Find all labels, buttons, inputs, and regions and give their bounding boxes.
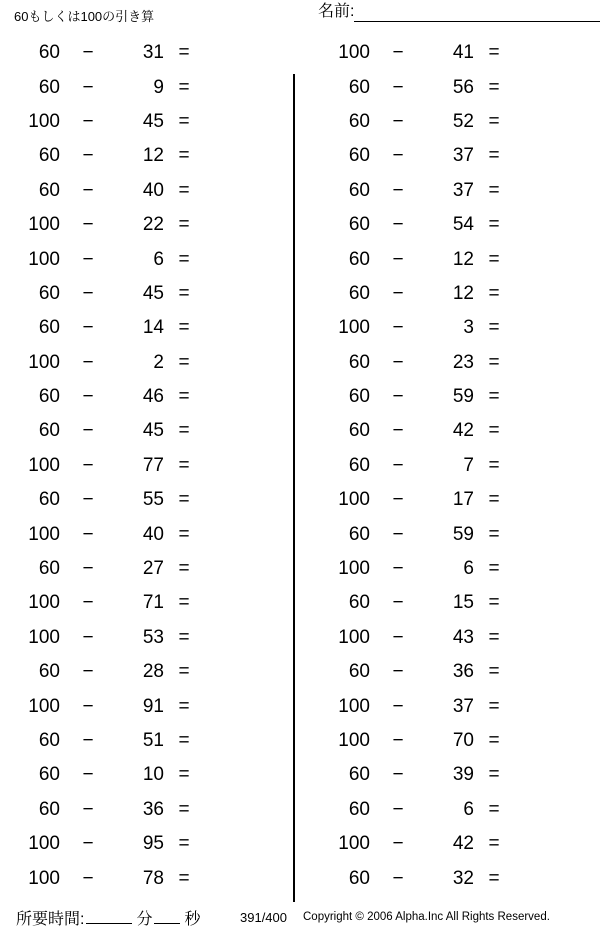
operand-1: 100: [338, 695, 370, 717]
minus-operator: −: [392, 798, 404, 820]
operand-1: 60: [38, 42, 60, 64]
minus-operator: −: [82, 282, 94, 304]
worksheet-header: [0, 0, 600, 34]
problem-row: [314, 208, 600, 242]
minus-operator: −: [392, 351, 404, 373]
minus-operator: −: [392, 420, 404, 442]
operand-2: 12: [452, 248, 474, 270]
name-input-line[interactable]: [354, 3, 600, 22]
minus-operator: −: [82, 592, 94, 614]
operand-2: 59: [452, 386, 474, 408]
problem-row: [4, 346, 290, 380]
minus-operator: −: [82, 248, 94, 270]
problem-row: [314, 552, 600, 586]
minus-operator: −: [82, 695, 94, 717]
minus-operator: −: [392, 76, 404, 98]
problem-row: [314, 277, 600, 311]
operand-2: 6: [463, 798, 474, 820]
equals-sign: =: [488, 558, 500, 580]
equals-sign: =: [488, 179, 500, 201]
operand-1: 100: [28, 351, 60, 373]
operand-2: 41: [452, 42, 474, 64]
minus-operator: −: [82, 42, 94, 64]
operand-1: 60: [348, 76, 370, 98]
problem-row: [314, 655, 600, 689]
minus-operator: −: [82, 179, 94, 201]
operand-2: 43: [452, 626, 474, 648]
operand-2: 40: [142, 523, 164, 545]
problem-row: [4, 311, 290, 345]
equals-sign: =: [178, 798, 190, 820]
equals-sign: =: [488, 42, 500, 64]
equals-sign: =: [488, 145, 500, 167]
operand-2: 27: [142, 558, 164, 580]
minus-operator: −: [82, 489, 94, 511]
operand-1: 60: [348, 592, 370, 614]
operand-1: 100: [28, 626, 60, 648]
minus-operator: −: [392, 661, 404, 683]
minus-operator: −: [392, 214, 404, 236]
minus-operator: −: [392, 764, 404, 786]
equals-sign: =: [488, 730, 500, 751]
minus-operator: −: [82, 661, 94, 683]
operand-2: 54: [452, 214, 474, 236]
problem-row: [4, 621, 290, 655]
operand-1: 60: [348, 420, 370, 442]
name-field-area: [318, 2, 600, 22]
operand-2: 10: [142, 764, 164, 786]
operand-1: 60: [348, 386, 370, 408]
operand-2: 12: [452, 282, 474, 304]
minus-operator: −: [392, 179, 404, 201]
operand-1: 60: [38, 764, 60, 786]
minus-operator: −: [82, 351, 94, 373]
operand-2: 17: [452, 489, 474, 511]
operand-2: 56: [452, 76, 474, 98]
operand-1: 60: [38, 317, 60, 339]
minus-operator: −: [392, 110, 404, 132]
operand-2: 6: [463, 558, 474, 580]
equals-sign: =: [178, 420, 190, 442]
operand-1: 60: [348, 764, 370, 786]
operand-2: 39: [452, 764, 474, 786]
equals-sign: =: [178, 248, 190, 270]
problem-row: [314, 380, 600, 414]
operand-1: 60: [348, 110, 370, 132]
operand-1: 60: [348, 145, 370, 167]
operand-2: 59: [452, 523, 474, 545]
problem-row: [314, 311, 600, 345]
operand-2: 37: [452, 179, 474, 201]
operand-1: 60: [38, 76, 60, 98]
seconds-unit-label: 秒: [184, 911, 201, 928]
operand-1: 60: [348, 661, 370, 683]
problem-row: [314, 105, 600, 139]
operand-2: 23: [452, 351, 474, 373]
seconds-input-line[interactable]: [154, 906, 180, 924]
problem-row: [4, 552, 290, 586]
name-label: 名前:: [318, 3, 355, 20]
minus-operator: −: [392, 695, 404, 717]
problem-row: [4, 105, 290, 139]
equals-sign: =: [488, 386, 500, 408]
operand-1: 100: [28, 110, 60, 132]
operand-1: 60: [348, 179, 370, 201]
problem-row: [4, 174, 290, 208]
operand-2: 36: [452, 661, 474, 683]
operand-1: 60: [348, 867, 370, 889]
equals-sign: =: [488, 214, 500, 236]
operand-1: 60: [38, 489, 60, 511]
operand-1: 60: [348, 282, 370, 304]
operand-1: 60: [38, 145, 60, 167]
operand-2: 51: [142, 730, 164, 751]
operand-2: 32: [452, 867, 474, 889]
problem-row: [314, 793, 600, 827]
minutes-input-line[interactable]: [86, 906, 132, 924]
minus-operator: −: [392, 282, 404, 304]
operand-2: 2: [153, 351, 164, 373]
operand-1: 100: [28, 695, 60, 717]
equals-sign: =: [488, 110, 500, 132]
problem-row: [4, 655, 290, 689]
equals-sign: =: [488, 454, 500, 476]
operand-2: 3: [463, 317, 474, 339]
operand-2: 12: [142, 145, 164, 167]
minus-operator: −: [392, 833, 404, 855]
problem-row: [314, 242, 600, 276]
operand-2: 53: [142, 626, 164, 648]
operand-2: 46: [142, 386, 164, 408]
equals-sign: =: [178, 764, 190, 786]
problem-row: [314, 621, 600, 655]
equals-sign: =: [178, 592, 190, 614]
operand-1: 60: [38, 730, 60, 751]
problem-row: [314, 758, 600, 792]
operand-2: 28: [142, 661, 164, 683]
operand-1: 100: [338, 833, 370, 855]
problem-row: [4, 139, 290, 173]
operand-2: 78: [142, 867, 164, 889]
operand-1: 60: [348, 523, 370, 545]
operand-1: 60: [38, 798, 60, 820]
minus-operator: −: [82, 110, 94, 132]
operand-2: 31: [142, 42, 164, 64]
equals-sign: =: [178, 626, 190, 648]
problem-row: [4, 689, 290, 723]
operand-2: 37: [452, 695, 474, 717]
equals-sign: =: [178, 282, 190, 304]
operand-1: 100: [338, 730, 370, 751]
equals-sign: =: [178, 489, 190, 511]
equals-sign: =: [178, 351, 190, 373]
minus-operator: −: [82, 454, 94, 476]
operand-1: 100: [28, 248, 60, 270]
problem-row: [4, 36, 290, 70]
operand-2: 45: [142, 110, 164, 132]
problem-row: [4, 483, 290, 517]
worksheet-footer: [0, 906, 600, 936]
operand-1: 100: [28, 867, 60, 889]
minus-operator: −: [82, 764, 94, 786]
equals-sign: =: [178, 730, 190, 751]
equals-sign: =: [178, 454, 190, 476]
problem-row: [4, 793, 290, 827]
equals-sign: =: [178, 179, 190, 201]
minus-operator: −: [82, 798, 94, 820]
minus-operator: −: [82, 833, 94, 855]
equals-sign: =: [178, 695, 190, 717]
equals-sign: =: [488, 523, 500, 545]
problem-row: [4, 517, 290, 551]
minus-operator: −: [82, 626, 94, 648]
problem-row: [4, 414, 290, 448]
problem-row: [314, 861, 600, 895]
problem-row: [314, 70, 600, 104]
minus-operator: −: [392, 730, 404, 751]
copyright-notice: Copyright © 2006 Alpha.Inc All Rights Reserved.: [303, 911, 550, 923]
operand-1: 60: [38, 558, 60, 580]
equals-sign: =: [178, 214, 190, 236]
operand-1: 100: [338, 558, 370, 580]
problem-row: [314, 724, 600, 758]
operand-1: 100: [338, 42, 370, 64]
equals-sign: =: [178, 110, 190, 132]
operand-2: 15: [452, 592, 474, 614]
problem-row: [4, 277, 290, 311]
minus-operator: −: [392, 489, 404, 511]
problem-row: [314, 689, 600, 723]
problem-columns: [0, 36, 600, 898]
problem-row: [314, 139, 600, 173]
problem-row: [314, 346, 600, 380]
equals-sign: =: [488, 248, 500, 270]
problem-row: [4, 449, 290, 483]
equals-sign: =: [178, 386, 190, 408]
equals-sign: =: [488, 317, 500, 339]
page-title: 60もしくは100の引き算: [14, 9, 155, 24]
minutes-unit-label: 分: [136, 911, 153, 928]
problem-row: [4, 70, 290, 104]
operand-2: 95: [142, 833, 164, 855]
problem-row: [4, 242, 290, 276]
operand-2: 52: [452, 110, 474, 132]
operand-2: 22: [142, 214, 164, 236]
equals-sign: =: [488, 626, 500, 648]
equals-sign: =: [178, 145, 190, 167]
operand-2: 36: [142, 798, 164, 820]
operand-1: 60: [348, 214, 370, 236]
minus-operator: −: [82, 145, 94, 167]
equals-sign: =: [488, 764, 500, 786]
equals-sign: =: [178, 523, 190, 545]
operand-2: 70: [452, 730, 474, 751]
equals-sign: =: [178, 76, 190, 98]
problem-column-left: [0, 36, 290, 898]
operand-2: 42: [452, 420, 474, 442]
operand-1: 60: [348, 351, 370, 373]
operand-2: 45: [142, 420, 164, 442]
page-number: 391/400: [240, 910, 287, 925]
minus-operator: −: [82, 420, 94, 442]
operand-2: 91: [142, 695, 164, 717]
operand-1: 60: [348, 248, 370, 270]
problem-row: [314, 586, 600, 620]
problem-row: [4, 861, 290, 895]
minus-operator: −: [392, 867, 404, 889]
equals-sign: =: [178, 867, 190, 889]
equals-sign: =: [488, 661, 500, 683]
equals-sign: =: [488, 833, 500, 855]
operand-2: 37: [452, 145, 474, 167]
operand-1: 100: [338, 489, 370, 511]
problem-row: [314, 36, 600, 70]
operand-2: 42: [452, 833, 474, 855]
equals-sign: =: [178, 317, 190, 339]
problem-row: [314, 517, 600, 551]
minus-operator: −: [392, 523, 404, 545]
minus-operator: −: [82, 867, 94, 889]
equals-sign: =: [488, 592, 500, 614]
operand-2: 40: [142, 179, 164, 201]
problem-row: [4, 380, 290, 414]
time-taken-label: 所要時間:: [16, 911, 85, 928]
operand-1: 60: [348, 454, 370, 476]
minus-operator: −: [392, 626, 404, 648]
operand-1: 100: [28, 592, 60, 614]
operand-1: 100: [338, 317, 370, 339]
operand-2: 6: [153, 248, 164, 270]
minus-operator: −: [392, 454, 404, 476]
equals-sign: =: [488, 489, 500, 511]
minus-operator: −: [392, 42, 404, 64]
equals-sign: =: [178, 661, 190, 683]
operand-2: 7: [463, 454, 474, 476]
equals-sign: =: [488, 282, 500, 304]
problem-row: [314, 414, 600, 448]
operand-1: 60: [38, 282, 60, 304]
problem-row: [4, 586, 290, 620]
equals-sign: =: [488, 420, 500, 442]
problem-row: [314, 827, 600, 861]
minus-operator: −: [82, 730, 94, 751]
operand-1: 60: [348, 798, 370, 820]
equals-sign: =: [488, 867, 500, 889]
minus-operator: −: [392, 248, 404, 270]
problem-row: [4, 758, 290, 792]
operand-1: 60: [38, 179, 60, 201]
problem-column-right: [290, 36, 600, 898]
operand-1: 100: [338, 626, 370, 648]
problem-row: [4, 724, 290, 758]
problem-row: [314, 483, 600, 517]
minus-operator: −: [82, 214, 94, 236]
minus-operator: −: [392, 592, 404, 614]
operand-1: 100: [28, 454, 60, 476]
equals-sign: =: [178, 558, 190, 580]
operand-2: 55: [142, 489, 164, 511]
operand-1: 100: [28, 523, 60, 545]
operand-2: 77: [142, 454, 164, 476]
operand-2: 45: [142, 282, 164, 304]
minus-operator: −: [392, 145, 404, 167]
problem-row: [314, 174, 600, 208]
equals-sign: =: [178, 833, 190, 855]
operand-1: 60: [38, 386, 60, 408]
operand-2: 9: [153, 76, 164, 98]
operand-2: 71: [142, 592, 164, 614]
operand-1: 100: [28, 214, 60, 236]
time-taken-area: [16, 906, 200, 929]
equals-sign: =: [178, 42, 190, 64]
minus-operator: −: [392, 386, 404, 408]
minus-operator: −: [82, 558, 94, 580]
minus-operator: −: [392, 317, 404, 339]
problem-row: [4, 208, 290, 242]
minus-operator: −: [82, 523, 94, 545]
minus-operator: −: [82, 76, 94, 98]
operand-1: 60: [38, 661, 60, 683]
problem-row: [4, 827, 290, 861]
equals-sign: =: [488, 695, 500, 717]
minus-operator: −: [82, 386, 94, 408]
problem-row: [314, 449, 600, 483]
operand-1: 100: [28, 833, 60, 855]
operand-2: 14: [142, 317, 164, 339]
minus-operator: −: [392, 558, 404, 580]
minus-operator: −: [82, 317, 94, 339]
operand-1: 60: [38, 420, 60, 442]
equals-sign: =: [488, 76, 500, 98]
equals-sign: =: [488, 351, 500, 373]
equals-sign: =: [488, 798, 500, 820]
